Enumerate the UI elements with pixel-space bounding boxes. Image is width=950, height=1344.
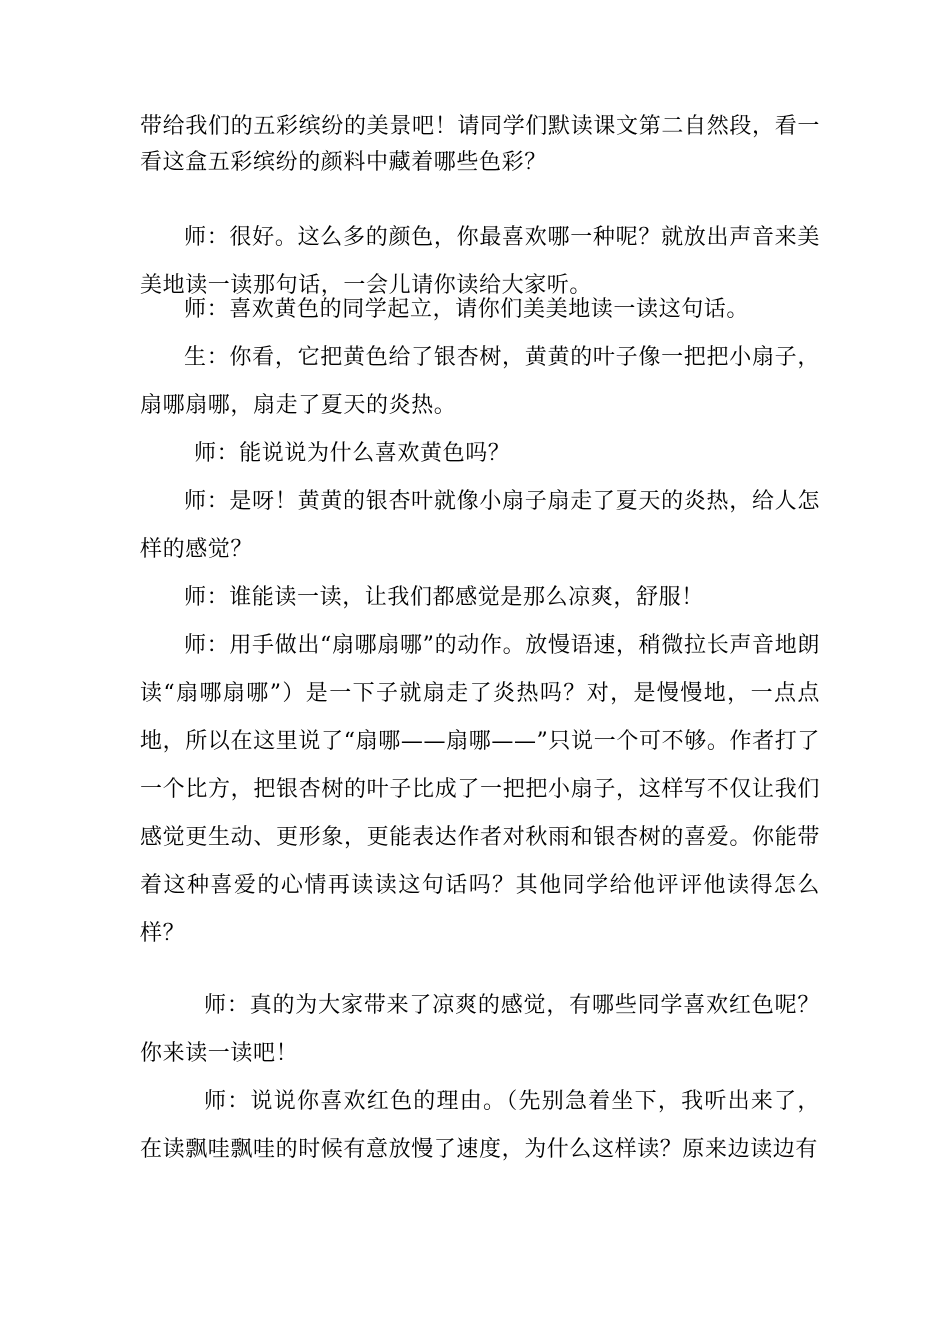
paragraph-teacher-who-reads: 师：谁能读一读，让我们都感觉是那么凉爽，舒服！ [184,585,704,610]
paragraph-teacher-red-reason: 师：说说你喜欢红色的理由。（先别急着坐下，我听出来了，在读飘哇飘哇的时候有意放慢了速度，为什么这样读？原来边读边有 [140,1089,820,1162]
paragraph-teacher-yellow-stand: 师：喜欢黄色的同学起立，请你们美美地读一读这句话。 [184,297,750,322]
paragraph-teacher-feeling: 师：是呀！黄黄的银杏叶就像小扇子扇走了夏天的炎热，给人怎样的感觉？ [140,489,820,562]
paragraph-student-ginkgo: 生：你看，它把黄色给了银杏树，黄黄的叶子像一把把小扇子，扇哪扇哪，扇走了夏天的炎热。 [140,345,820,418]
paragraph-teacher-favorite-color: 师：很好。这么多的颜色，你最喜欢哪一种呢？就放出声音来美美地读一读那句话，一会儿请你读给大家听。 [140,225,820,298]
paragraph-continuation: 带给我们的五彩缤纷的美景吧！请同学们默读课文第二自然段，看一看这盒五彩缤纷的颜料中藏着哪些色彩？ [140,114,820,175]
paragraph-teacher-red-color: 师：真的为大家带来了凉爽的感觉，有哪些同学喜欢红色呢？你来读一读吧！ [140,993,820,1066]
paragraph-teacher-fan-gesture: 师：用手做出“扇哪扇哪”的动作。放慢语速，稍微拉长声音地朗读“扇哪扇哪”）是一下子就扇走了炎热吗？对，是慢慢地，一点点地，所以在这里说了“扇哪——扇哪——”只说一个可不够。作者打了一个比方，把银杏树的叶子比成了一把把小扇子，这样写不仅让我们感觉更生动、更形象，更能表达作者对秋雨和银杏树的喜爱。你能带着这种喜爱的心情再读读这句话吗？其他同学给他评评他读得怎么样？ [140,633,820,946]
paragraph-teacher-why-yellow: 师：能说说为什么喜欢黄色吗？ [194,441,511,466]
